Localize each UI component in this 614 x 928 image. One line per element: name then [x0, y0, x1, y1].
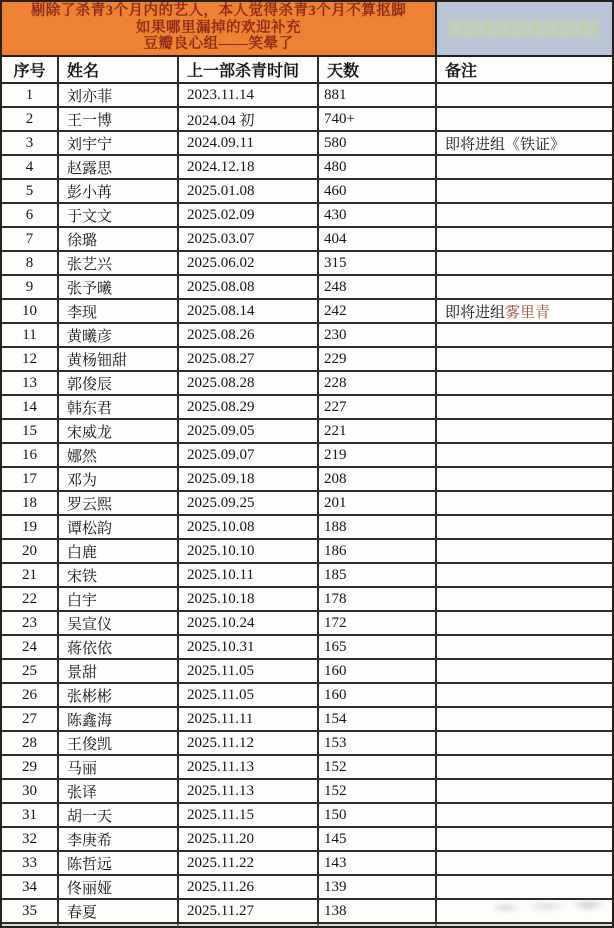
cell-days: 153	[319, 732, 437, 754]
note-text: 即将进组	[445, 304, 506, 321]
table-row	[2, 348, 612, 372]
cell-days: 430	[319, 204, 437, 226]
banner-line-3: 豆瓣良心组——笑晕了	[143, 36, 294, 53]
cell-name: 罗云熙	[59, 492, 179, 514]
cell-days: 160	[319, 684, 437, 706]
header-cell-no: 序号	[2, 57, 59, 82]
table-row	[2, 492, 612, 516]
cell-name: 张艺兴	[59, 252, 179, 274]
cell-days: 315	[319, 252, 437, 274]
cell-note	[437, 228, 612, 250]
cell-date: 2025.08.26	[179, 324, 319, 346]
cell-days: 248	[319, 276, 437, 298]
cell-date: 2025.11.26	[179, 876, 319, 898]
cell-no: 1	[2, 84, 59, 106]
cell-days: 165	[319, 636, 437, 658]
cell-no: 11	[2, 324, 59, 346]
cell-no: 15	[2, 420, 59, 442]
banner-text-block	[2, 2, 435, 55]
cell-days: 460	[319, 180, 437, 202]
cell-no: 25	[2, 660, 59, 682]
table-row	[2, 684, 612, 708]
table-row	[2, 612, 612, 636]
cell-name: 李现	[59, 300, 179, 322]
cell-name: 彭小苒	[59, 180, 179, 202]
cell-days: 145	[319, 828, 437, 850]
cell-no: 9	[2, 276, 59, 298]
table-body	[2, 84, 612, 924]
cell-days: 139	[319, 876, 437, 898]
cell-name: 于文文	[59, 204, 179, 226]
cell-days: 172	[319, 612, 437, 634]
table-row	[2, 396, 612, 420]
cell-date: 2024.09.11	[179, 132, 319, 154]
cell-no: 32	[2, 828, 59, 850]
table-row	[2, 132, 612, 156]
header-cell-name: 姓名	[59, 57, 179, 82]
cell-days: 138	[319, 900, 437, 922]
table-row	[2, 852, 612, 876]
cell-name: 蒋依依	[59, 636, 179, 658]
header-cell-note: 备注	[445, 63, 478, 80]
cell-note	[437, 348, 612, 370]
cell-no: 33	[2, 852, 59, 874]
header-banner	[2, 2, 612, 57]
cell-note	[437, 804, 612, 826]
cell-no: 19	[2, 516, 59, 538]
cell-date: 2024.04 初	[179, 108, 319, 130]
cell-no: 3	[2, 132, 59, 154]
table-row	[2, 276, 612, 300]
cell-name: 黄杨钿甜	[59, 348, 179, 370]
cell-note	[437, 756, 612, 778]
cell-name: 郭俊辰	[59, 372, 179, 394]
table-row	[2, 252, 612, 276]
cell-date: 2023.11.14	[179, 84, 319, 106]
cell-days: 185	[319, 564, 437, 586]
table-row	[2, 300, 612, 324]
cell-no: 12	[2, 348, 59, 370]
cell-no: 28	[2, 732, 59, 754]
cell-days: 201	[319, 492, 437, 514]
table-row	[2, 636, 612, 660]
cell-name: 李庚希	[59, 828, 179, 850]
cell-note	[437, 180, 612, 202]
table-row	[2, 588, 612, 612]
cell-no: 30	[2, 780, 59, 802]
cell-no: 17	[2, 468, 59, 490]
cell-name: 张译	[59, 780, 179, 802]
table-row	[2, 900, 612, 924]
cell-no: 35	[2, 900, 59, 922]
cell-name: 陈鑫海	[59, 708, 179, 730]
cell-note	[437, 492, 612, 514]
cell-date: 2025.08.08	[179, 276, 319, 298]
cell-name: 陈哲远	[59, 852, 179, 874]
cell-note	[437, 828, 612, 850]
table-row	[2, 516, 612, 540]
cell-no: 27	[2, 708, 59, 730]
cell-days: 150	[319, 804, 437, 826]
cell-name: 胡一天	[59, 804, 179, 826]
cell-no: 23	[2, 612, 59, 634]
cell-name: 王一博	[59, 108, 179, 130]
cell-name: 宋铁	[59, 564, 179, 586]
table-row	[2, 756, 612, 780]
header-cell-days: 天数	[319, 57, 437, 82]
cell-days: 178	[319, 588, 437, 610]
cell-days: 219	[319, 444, 437, 466]
table-row	[2, 660, 612, 684]
cell-days: 208	[319, 468, 437, 490]
cell-note	[437, 564, 612, 586]
cell-no: 14	[2, 396, 59, 418]
cell-days: 143	[319, 852, 437, 874]
table-row	[2, 228, 612, 252]
cell-date: 2025.09.07	[179, 444, 319, 466]
cell-date: 2025.08.28	[179, 372, 319, 394]
cell-no: 13	[2, 372, 59, 394]
cell-name: 赵露思	[59, 156, 179, 178]
cell-date: 2025.10.10	[179, 540, 319, 562]
cell-no: 16	[2, 444, 59, 466]
cell-note	[437, 324, 612, 346]
table-row	[2, 156, 612, 180]
cutoff-partial-row	[2, 924, 612, 928]
table-row	[2, 204, 612, 228]
cell-note	[437, 276, 612, 298]
cell-name: 王俊凯	[59, 732, 179, 754]
cell-days: 881	[319, 84, 437, 106]
cell-note	[437, 420, 612, 442]
cell-note	[437, 156, 612, 178]
table-row	[2, 780, 612, 804]
table-row	[2, 180, 612, 204]
cell-name: 谭松韵	[59, 516, 179, 538]
cell-name: 张予曦	[59, 276, 179, 298]
cell-date: 2025.11.20	[179, 828, 319, 850]
cell-name: 马丽	[59, 756, 179, 778]
cell-no: 31	[2, 804, 59, 826]
cell-note	[437, 852, 612, 874]
cell-no: 6	[2, 204, 59, 226]
redacted-watermark-box	[435, 2, 612, 55]
cell-note	[437, 204, 612, 226]
cell-note	[437, 300, 612, 322]
cell-name: 刘宇宁	[59, 132, 179, 154]
header-cell-date: 上一部杀青时间	[179, 57, 319, 82]
table-row	[2, 84, 612, 108]
cell-no: 34	[2, 876, 59, 898]
cell-date: 2025.09.18	[179, 468, 319, 490]
cell-note	[437, 612, 612, 634]
cell-date: 2025.06.02	[179, 252, 319, 274]
cell-note	[437, 252, 612, 274]
cell-days: 740+	[319, 108, 437, 130]
cell-date: 2025.11.05	[179, 684, 319, 706]
cell-note	[437, 732, 612, 754]
cell-name: 春夏	[59, 900, 179, 922]
cell-no: 5	[2, 180, 59, 202]
table-row	[2, 108, 612, 132]
cell-no: 8	[2, 252, 59, 274]
cell-date: 2025.02.09	[179, 204, 319, 226]
cell-name: 宋威龙	[59, 420, 179, 442]
cell-no: 2	[2, 108, 59, 130]
cell-date: 2025.10.08	[179, 516, 319, 538]
cell-days: 186	[319, 540, 437, 562]
cell-days: 160	[319, 660, 437, 682]
table-row	[2, 468, 612, 492]
cell-days: 228	[319, 372, 437, 394]
table-row	[2, 564, 612, 588]
cell-note	[437, 684, 612, 706]
cell-date: 2025.11.27	[179, 900, 319, 922]
cell-date: 2025.01.08	[179, 180, 319, 202]
cell-days: 221	[319, 420, 437, 442]
cell-note	[437, 636, 612, 658]
cell-name: 白鹿	[59, 540, 179, 562]
table-row	[2, 804, 612, 828]
cell-name: 黄曦彦	[59, 324, 179, 346]
cell-note	[437, 660, 612, 682]
banner-line-2: 如果哪里漏掉的欢迎补充	[136, 19, 301, 36]
cell-note	[437, 468, 612, 490]
cell-date: 2025.11.15	[179, 804, 319, 826]
cell-name: 景甜	[59, 660, 179, 682]
note-text: 即将进组《铁证》	[445, 136, 566, 153]
cell-days: 242	[319, 300, 437, 322]
cell-note	[437, 876, 612, 898]
cell-days: 404	[319, 228, 437, 250]
cell-note	[437, 780, 612, 802]
cell-date: 2025.03.07	[179, 228, 319, 250]
cell-date: 2025.11.11	[179, 708, 319, 730]
cell-name: 白宇	[59, 588, 179, 610]
cell-no: 24	[2, 636, 59, 658]
cell-days: 152	[319, 756, 437, 778]
cell-note	[437, 540, 612, 562]
cell-date: 2025.11.12	[179, 732, 319, 754]
cell-name: 刘亦菲	[59, 84, 179, 106]
cell-no: 20	[2, 540, 59, 562]
cell-date: 2025.11.22	[179, 852, 319, 874]
cell-no: 18	[2, 492, 59, 514]
cell-date: 2025.10.24	[179, 612, 319, 634]
banner-line-1: 剔除了杀青3个月内的艺人，本人觉得杀青3个月不算抠脚	[30, 3, 407, 20]
table-row	[2, 372, 612, 396]
cell-date: 2025.11.13	[179, 780, 319, 802]
cell-name: 吴宣仪	[59, 612, 179, 634]
cell-days: 230	[319, 324, 437, 346]
cell-date: 2025.08.27	[179, 348, 319, 370]
cell-name: 娜然	[59, 444, 179, 466]
cell-date: 2025.10.18	[179, 588, 319, 610]
table-row	[2, 708, 612, 732]
cell-no: 4	[2, 156, 59, 178]
cell-days: 480	[319, 156, 437, 178]
cell-date: 2025.10.31	[179, 636, 319, 658]
cell-name: 韩东君	[59, 396, 179, 418]
cell-days: 152	[319, 780, 437, 802]
cell-no: 26	[2, 684, 59, 706]
cell-name: 徐璐	[59, 228, 179, 250]
cell-no: 10	[2, 300, 59, 322]
cell-date: 2025.09.25	[179, 492, 319, 514]
cell-no: 22	[2, 588, 59, 610]
cell-days: 154	[319, 708, 437, 730]
cell-no: 7	[2, 228, 59, 250]
table-row	[2, 420, 612, 444]
cell-date: 2025.08.14	[179, 300, 319, 322]
cell-no: 21	[2, 564, 59, 586]
table-row	[2, 828, 612, 852]
cell-date: 2025.08.29	[179, 396, 319, 418]
cell-date: 2025.10.11	[179, 564, 319, 586]
cell-date: 2025.11.05	[179, 660, 319, 682]
cell-note	[437, 84, 612, 106]
table-row	[2, 324, 612, 348]
cell-date: 2025.11.13	[179, 756, 319, 778]
cell-note	[437, 132, 612, 154]
cell-days: 188	[319, 516, 437, 538]
cell-note	[437, 900, 612, 922]
cell-note	[437, 708, 612, 730]
cell-note	[437, 396, 612, 418]
redacted-watermark	[450, 20, 600, 37]
table-row	[2, 732, 612, 756]
cell-days: 580	[319, 132, 437, 154]
cell-days: 227	[319, 396, 437, 418]
table-row	[2, 540, 612, 564]
note-red-text: 雾里青	[505, 304, 551, 321]
cell-note	[437, 372, 612, 394]
cell-note	[437, 516, 612, 538]
cell-note	[437, 108, 612, 130]
cell-note	[437, 444, 612, 466]
table-row	[2, 444, 612, 468]
cell-date: 2024.12.18	[179, 156, 319, 178]
cell-note	[437, 588, 612, 610]
cell-date: 2025.09.05	[179, 420, 319, 442]
cell-name: 张彬彬	[59, 684, 179, 706]
table-row	[2, 876, 612, 900]
cell-name: 邓为	[59, 468, 179, 490]
table-header-row	[2, 57, 612, 84]
cell-name: 佟丽娅	[59, 876, 179, 898]
cell-days: 229	[319, 348, 437, 370]
cell-no: 29	[2, 756, 59, 778]
